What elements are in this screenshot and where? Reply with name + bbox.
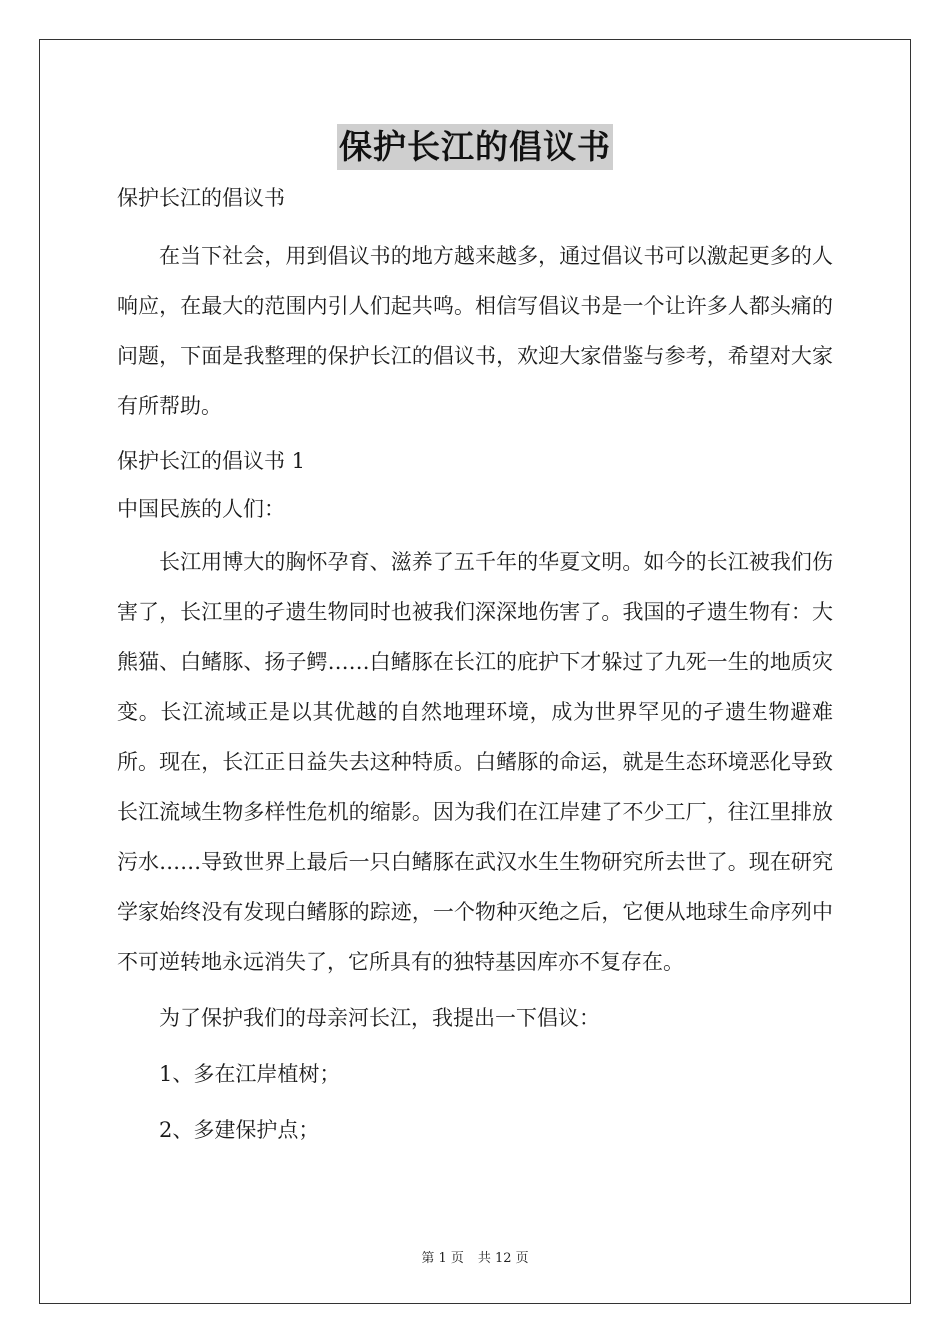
document-body: [117, 180, 833, 1155]
proposal-intro: 为了保护我们的母亲河长江，我提出一下倡议：: [159, 1006, 600, 1030]
page-number: 第 1 页: [421, 1251, 464, 1266]
proposal-item: 1、多在江岸植树；: [159, 1062, 341, 1086]
document-title-wrapper: [0, 124, 950, 170]
page-footer: [0, 1247, 950, 1266]
section-heading: 保护长江的倡议书 1: [117, 449, 306, 473]
subtitle-line: 保护长江的倡议书: [117, 186, 285, 210]
document-title: 保护长江的倡议书: [337, 124, 613, 170]
proposal-item: 2、多建保护点；: [159, 1118, 320, 1142]
page-total: 共 12 页: [477, 1251, 529, 1266]
salutation: 中国民族的人们：: [117, 497, 285, 521]
intro-paragraph: 在当下社会，用到倡议书的地方越来越多，通过倡议书可以激起更多的人响应，在最大的范围内引人们起共鸣。相信写倡议书是一个让许多人都头痛的问题，下面是我整理的保护长江的倡议书，欢迎大家借鉴与参考，希望对大家有所帮助。: [117, 244, 833, 418]
body-paragraph: 长江用博大的胸怀孕育、滋养了五千年的华夏文明。如今的长江被我们伤害了，长江里的孑遗生物同时也被我们深深地伤害了。我国的孑遗生物有：大熊猫、白鳍豚、扬子鳄……白鳍豚在长江的庇护下才躲过了九死一生的地质灾变。长江流域正是以其优越的自然地理环境，成为世界罕见的孑遗生物避难所。现在，长江正日益失去这种特质。白鳍豚的命运，就是生态环境恶化导致长江流域生物多样性危机的缩影。因为我们在江岸建了不少工厂，往江里排放污水……导致世界上最后一只白鳍豚在武汉水生生物研究所去世了。现在研究学家始终没有发现白鳍豚的踪迹，一个物种灭绝之后，它便从地球生命序列中不可逆转地永远消失了，它所具有的独特基因库亦不复存在。: [117, 550, 833, 974]
